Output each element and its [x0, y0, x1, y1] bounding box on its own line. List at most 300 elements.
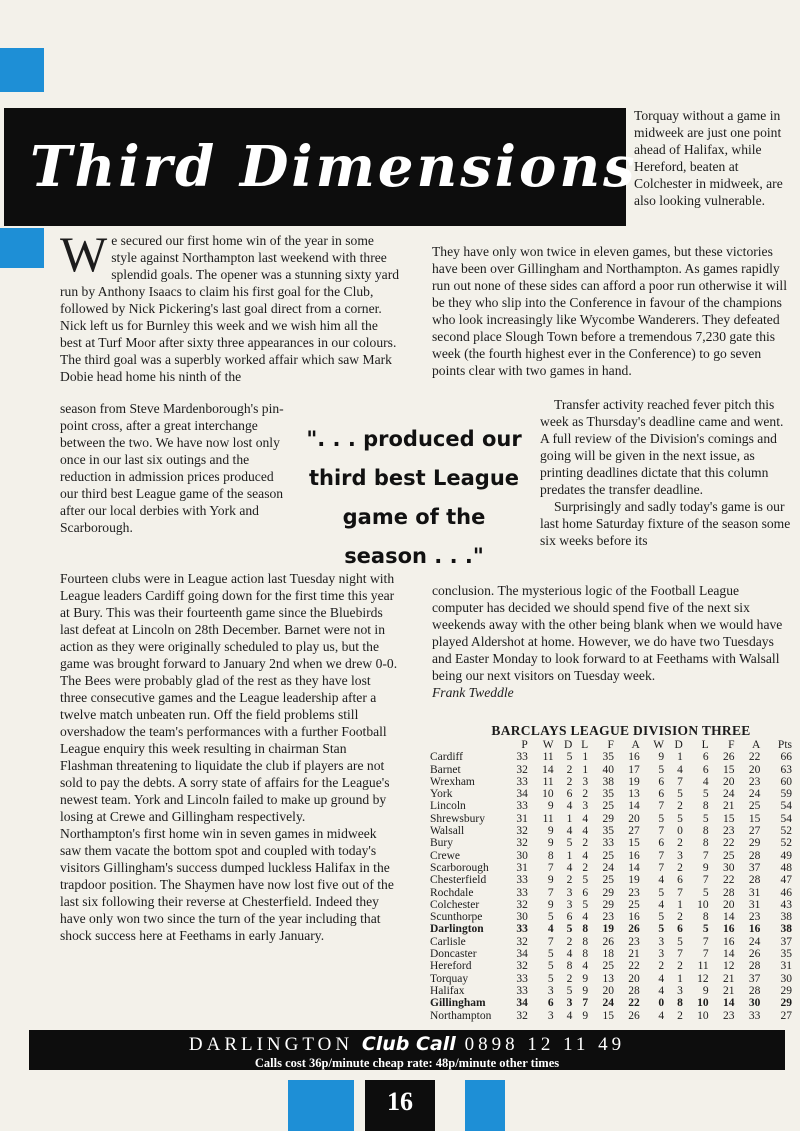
- stat-cell: 13: [602, 972, 614, 985]
- stat-cell: 32: [516, 935, 528, 948]
- stat-cell: 27: [748, 825, 761, 838]
- stat-cell: 4: [658, 874, 665, 887]
- article-right-top-column: [634, 107, 794, 209]
- stat-cell: 16: [628, 911, 640, 924]
- stat-cell: 8: [547, 849, 554, 862]
- stat-cell: 7: [658, 849, 665, 862]
- table-row: [430, 960, 792, 972]
- column-header: D: [674, 739, 683, 751]
- table-row: [430, 997, 792, 1009]
- stat-cell: 9: [702, 861, 709, 874]
- stat-cell: 4: [582, 825, 589, 838]
- stat-cell: 8: [702, 837, 709, 850]
- stat-cell: 8: [566, 960, 573, 973]
- stat-cell: 26: [722, 751, 735, 764]
- stat-cell: 23: [748, 775, 761, 788]
- article-left-column-top: [60, 226, 400, 385]
- stat-cell: 2: [582, 861, 589, 874]
- stat-cell: 2: [677, 837, 683, 850]
- column-header: L: [701, 739, 709, 751]
- stat-cell: 28: [748, 960, 761, 973]
- stat-cell: 49: [780, 849, 792, 862]
- stat-cell: 2: [582, 788, 589, 801]
- stat-cell: 9: [547, 874, 554, 887]
- table-row: [430, 764, 792, 776]
- stat-cell: 5: [677, 788, 683, 801]
- stat-cell: 5: [677, 935, 683, 948]
- stat-cell: 31: [516, 812, 528, 825]
- stat-cell: 14: [722, 948, 735, 961]
- stat-cell: 7: [547, 861, 554, 874]
- league-table-title: BARCLAYS LEAGUE DIVISION THREE: [491, 723, 751, 738]
- table-row: [430, 788, 792, 800]
- stat-cell: 1: [677, 972, 683, 985]
- club-call-brand: DARLINGTON: [188, 1034, 354, 1055]
- stat-cell: 21: [722, 800, 735, 813]
- stat-cell: 20: [602, 984, 614, 997]
- stat-cell: 31: [748, 886, 761, 899]
- stat-cell: 11: [542, 812, 554, 825]
- column-header: D: [564, 739, 573, 751]
- stat-cell: 10: [697, 997, 709, 1010]
- stat-cell: 14: [542, 763, 554, 776]
- stat-cell: 52: [780, 837, 792, 850]
- team-name: Chesterfield: [430, 874, 487, 887]
- team-column-header: [430, 739, 502, 751]
- stat-cell: 3: [677, 984, 683, 997]
- stat-cell: 18: [602, 948, 614, 961]
- stat-cell: 5: [658, 763, 665, 776]
- stat-cell: 25: [722, 849, 735, 862]
- stat-cell: 22: [722, 874, 735, 887]
- stat-cell: 6: [582, 886, 589, 899]
- stat-cell: 6: [702, 751, 709, 764]
- stat-cell: 4: [582, 812, 589, 825]
- stat-cell: 32: [516, 960, 528, 973]
- stat-cell: 14: [628, 861, 640, 874]
- article-left-column-narrow: [60, 400, 295, 536]
- stat-cell: 35: [602, 788, 614, 801]
- stat-cell: 20: [722, 898, 735, 911]
- stat-cell: 6: [702, 763, 709, 776]
- paragraph-northampton: Northampton's first home win in seven games in midweek saw them vacate the bottom spot and coupled with today's visitors Gillingham's success dumped luckless Halifax in the trapdoor position. The Shaymen have now lost five out of the last six following their reverse at Chesterfield. Indeed they have only won two since the turn of the year including that shock success here at Feethams in early January.: [60, 826, 394, 943]
- table-row: [430, 985, 792, 997]
- stat-cell: 3: [658, 935, 665, 948]
- stat-cell: 15: [722, 763, 735, 776]
- stat-cell: 1: [566, 849, 573, 862]
- stat-cell: 43: [780, 898, 792, 911]
- table-row: [430, 751, 792, 763]
- stat-cell: 4: [566, 825, 573, 838]
- stat-cell: 22: [748, 751, 761, 764]
- stat-cell: 29: [602, 898, 614, 911]
- stat-cell: 9: [582, 984, 589, 997]
- stat-cell: 26: [748, 948, 761, 961]
- stat-cell: 20: [628, 972, 640, 985]
- paragraph-last-home-game: Surprisingly and sadly today's game is our last home Saturday fixture of the season some six weeks before its: [540, 499, 791, 548]
- stat-cell: 15: [748, 812, 761, 825]
- club-call-line: [29, 1033, 785, 1056]
- stat-cell: 2: [566, 972, 573, 985]
- article-right-column-bottom: [432, 582, 792, 701]
- stat-cell: 17: [628, 763, 640, 776]
- stat-cell: 0: [658, 997, 665, 1010]
- club-call-phone: 0898 12 11 49: [464, 1034, 626, 1055]
- stat-cell: 3: [566, 886, 573, 899]
- stat-cell: 1: [582, 763, 589, 776]
- stat-cell: 60: [780, 775, 792, 788]
- table-row: [430, 813, 792, 825]
- stat-cell: 11: [542, 751, 554, 764]
- stat-cell: 33: [602, 837, 614, 850]
- stat-cell: 66: [780, 751, 792, 764]
- page-number: 16: [365, 1080, 435, 1131]
- stat-cell: 23: [722, 825, 735, 838]
- stat-cell: 33: [516, 984, 528, 997]
- stat-cell: 5: [702, 923, 709, 936]
- article-left-column-bottom: [60, 570, 400, 944]
- team-name: Carlisle: [430, 935, 466, 948]
- table-row: [430, 850, 792, 862]
- stat-cell: 6: [658, 837, 665, 850]
- stat-cell: 7: [677, 775, 683, 788]
- stat-cell: 24: [602, 861, 614, 874]
- stat-cell: 30: [516, 849, 528, 862]
- stat-cell: 25: [628, 898, 640, 911]
- stat-cell: 14: [628, 800, 640, 813]
- stat-cell: 29: [780, 984, 792, 997]
- stat-cell: 1: [566, 812, 573, 825]
- column-header: P: [521, 739, 528, 751]
- stat-cell: 37: [748, 861, 761, 874]
- team-name: Scunthorpe: [430, 911, 483, 924]
- page-number-block-left: [288, 1080, 354, 1131]
- stat-cell: 23: [628, 886, 640, 899]
- team-name: Northampton: [430, 1009, 492, 1022]
- stat-cell: 16: [628, 751, 640, 764]
- stat-cell: 8: [582, 948, 589, 961]
- stat-cell: 5: [702, 812, 709, 825]
- stat-cell: 9: [702, 984, 709, 997]
- stat-cell: 2: [566, 935, 573, 948]
- stat-cell: 6: [566, 788, 573, 801]
- stat-cell: 28: [748, 874, 761, 887]
- blue-corner-tab-bottom: [0, 228, 44, 268]
- stat-cell: 5: [658, 886, 665, 899]
- team-name: Rochdale: [430, 886, 474, 899]
- stat-cell: 2: [677, 800, 683, 813]
- paragraph-fourteen-clubs: Fourteen clubs were in League action last Tuesday night with League leaders Cardiff going down for the first time this year at Bury. This was their fourteenth game since the Bluebirds last defeat at Lincoln on 28th December. Barnet were not in action as they were originally scheduled to play us, but the game was brought forward to January 2nd when we drew 0-0. The Bees were probably glad of the rest as they have lost three consecutive games and the League leadership after a twelve match unbeaten run. Off the field problems still overshadow the team's performances with a further Football League enquiry this week resulting in chairman Stan Flashman threatening to liquidate the club if players are not sold to pay the debts. A sorry state of affairs for the League's newest team. York and Lincoln failed to make up ground by losing at Crewe and Gillingham respectively.: [60, 571, 398, 824]
- team-name: Crewe: [430, 849, 461, 862]
- table-row: [430, 923, 792, 935]
- stat-cell: 23: [602, 911, 614, 924]
- stat-cell: 4: [547, 923, 554, 936]
- stat-cell: 54: [780, 800, 792, 813]
- table-row: [430, 800, 792, 812]
- stat-cell: 35: [602, 751, 614, 764]
- stat-cell: 32: [516, 898, 528, 911]
- stat-cell: 34: [516, 948, 528, 961]
- stat-cell: 31: [516, 861, 528, 874]
- stat-cell: 23: [628, 935, 640, 948]
- stat-cell: 8: [677, 997, 683, 1010]
- stat-cell: 21: [722, 972, 735, 985]
- stat-cell: 32: [516, 763, 528, 776]
- stat-cell: 3: [566, 997, 573, 1010]
- stat-cell: 33: [516, 751, 528, 764]
- stat-cell: 15: [602, 1009, 614, 1022]
- stat-cell: 21: [722, 984, 735, 997]
- stat-cell: 4: [566, 948, 573, 961]
- team-name: Barnet: [430, 763, 461, 776]
- team-name: Scarborough: [430, 861, 489, 874]
- stat-cell: 4: [582, 849, 589, 862]
- pull-quote: ". . . produced our third best League game of the season . . .": [306, 427, 522, 568]
- stat-cell: 9: [547, 898, 554, 911]
- stat-cell: 9: [582, 1009, 589, 1022]
- stat-cell: 8: [582, 935, 589, 948]
- stat-cell: 25: [602, 849, 614, 862]
- stat-cell: 26: [628, 1009, 640, 1022]
- table-row: [430, 887, 792, 899]
- stat-cell: 33: [516, 874, 528, 887]
- stat-cell: 22: [628, 960, 640, 973]
- team-name: Torquay: [430, 972, 469, 985]
- team-name: Hereford: [430, 960, 472, 973]
- stat-cell: 7: [702, 948, 709, 961]
- stat-cell: 4: [677, 763, 683, 776]
- paragraph-torquay: Torquay without a game in midweek are just one point ahead of Halifax, while Hereford, beaten at Colchester in midweek, are also looking vulnerable.: [634, 108, 783, 208]
- stat-cell: 22: [628, 997, 640, 1010]
- stat-cell: 47: [780, 874, 792, 887]
- team-name: Darlington: [430, 923, 484, 936]
- stat-cell: 2: [677, 960, 683, 973]
- stat-cell: 46: [780, 886, 792, 899]
- column-header: A: [631, 739, 640, 751]
- stat-cell: 5: [547, 960, 554, 973]
- stat-cell: 3: [547, 984, 554, 997]
- stat-cell: 5: [582, 898, 589, 911]
- stat-cell: 14: [722, 911, 735, 924]
- stat-cell: 9: [547, 825, 554, 838]
- paragraph-conference: They have only won twice in eleven games, but these victories have been over Gillingham and Northampton. As games rapidly run out none of these sides can afford a poor run otherwise it will be they who slip into the Conference in favour of the champions who look increasingly like Wycombe Wanderers. They defeated second place Slough Town before a tremendous 7,230 gate this week (the fourth highest ever in the Conference) to go seven points clear with two games in hand.: [432, 244, 787, 378]
- stat-cell: 26: [602, 935, 614, 948]
- team-name: Gillingham: [430, 997, 486, 1010]
- club-call-banner: [29, 1030, 785, 1070]
- stat-cell: 4: [582, 960, 589, 973]
- stat-cell: 24: [722, 788, 735, 801]
- stat-cell: 6: [566, 911, 573, 924]
- stat-cell: 3: [677, 849, 683, 862]
- stat-cell: 12: [722, 960, 735, 973]
- team-name: York: [430, 788, 453, 801]
- stat-cell: 59: [780, 788, 792, 801]
- stat-cell: 37: [748, 972, 761, 985]
- stat-cell: 30: [748, 997, 761, 1010]
- stat-cell: 20: [748, 763, 761, 776]
- column-header: F: [607, 739, 614, 751]
- stat-cell: 4: [566, 1009, 573, 1022]
- table-header-row: [430, 739, 792, 751]
- column-header: W: [542, 739, 554, 751]
- stat-cell: 7: [547, 935, 554, 948]
- paragraph-opening-continued: season from Steve Mardenborough's pin-point cross, after a great interchange between the two. We have now lost only once in our last six outings and the reduction in admission prices produced our third best League game of the season after our local derbies with York and Scarborough.: [60, 401, 284, 535]
- article-right-column-top: [432, 243, 792, 379]
- stat-cell: 5: [658, 812, 665, 825]
- stat-cell: 5: [566, 837, 573, 850]
- stat-cell: 52: [780, 825, 792, 838]
- stat-cell: 2: [566, 874, 573, 887]
- stat-cell: 38: [780, 911, 792, 924]
- stat-cell: 3: [582, 775, 589, 788]
- stat-cell: 20: [722, 775, 735, 788]
- stat-cell: 16: [748, 923, 761, 936]
- standings-body: [430, 751, 792, 1022]
- stat-cell: 35: [602, 825, 614, 838]
- stat-cell: 9: [547, 837, 554, 850]
- stat-cell: 34: [516, 997, 528, 1010]
- table-row: [430, 776, 792, 788]
- stat-cell: 24: [748, 935, 761, 948]
- page-number-block-right: [465, 1080, 505, 1131]
- stat-cell: 30: [722, 861, 735, 874]
- stat-cell: 32: [516, 1009, 528, 1022]
- paragraph-fixtures: conclusion. The mysterious logic of the Football League computer has decided we should spend five of the next six weekends away with the other being blank when we would have played Aldershot at home. However, we do have two Tuesdays and Easter Monday to look forward to at Feethams with Walsall being our next visitors on Tuesday week.: [432, 583, 783, 683]
- stat-cell: 28: [722, 886, 735, 899]
- stat-cell: 33: [516, 886, 528, 899]
- stat-cell: 54: [780, 812, 792, 825]
- column-header: W: [653, 739, 665, 751]
- stat-cell: 4: [658, 972, 665, 985]
- stat-cell: 16: [722, 935, 735, 948]
- table-row: [430, 825, 792, 837]
- page-title: Third Dimensions: [30, 134, 638, 200]
- stat-cell: 4: [566, 800, 573, 813]
- table-row: [430, 948, 792, 960]
- stat-cell: 33: [748, 1009, 761, 1022]
- stat-cell: 5: [702, 788, 709, 801]
- stat-cell: 4: [658, 984, 665, 997]
- stat-cell: 31: [780, 960, 792, 973]
- table-row: [430, 899, 792, 911]
- stat-cell: 48: [780, 861, 792, 874]
- stat-cell: 7: [658, 825, 665, 838]
- stat-cell: 7: [677, 886, 683, 899]
- stat-cell: 5: [566, 751, 573, 764]
- stat-cell: 3: [547, 1009, 554, 1022]
- stat-cell: 3: [658, 948, 665, 961]
- stat-cell: 63: [780, 763, 792, 776]
- blue-corner-tab-top: [0, 48, 44, 92]
- stat-cell: 7: [658, 800, 665, 813]
- stat-cell: 6: [677, 923, 683, 936]
- stat-cell: 4: [566, 861, 573, 874]
- stat-cell: 7: [658, 861, 665, 874]
- stat-cell: 25: [602, 800, 614, 813]
- stat-cell: 25: [602, 960, 614, 973]
- stat-cell: 24: [748, 788, 761, 801]
- team-name: Walsall: [430, 825, 465, 838]
- table-row: [430, 1010, 792, 1022]
- stat-cell: 25: [748, 800, 761, 813]
- paragraph-opening: e secured our first home win of the year in some style against Northampton last weekend with three splendid goals. The opener was a stunning sixty yard run by Anthony Isaacs to claim his first goal for the Club, followed by Nick Pickering's last goal direct from a corner. Nick left us for Burnley this week and we wish him all the best at Turf Moor after sixty three appearances in our colours. The third goal was a superbly worked affair which saw Mark Dobie head home his ninth of the: [60, 233, 400, 384]
- stat-cell: 2: [566, 763, 573, 776]
- stat-cell: 37: [780, 935, 792, 948]
- stat-cell: 5: [658, 911, 665, 924]
- table-row: [430, 911, 792, 923]
- stat-cell: 6: [658, 775, 665, 788]
- column-header: F: [728, 739, 735, 751]
- standings-table: [430, 739, 792, 1022]
- stat-cell: 7: [702, 874, 709, 887]
- stat-cell: 4: [658, 898, 665, 911]
- stat-cell: 19: [602, 923, 614, 936]
- league-table: [430, 723, 792, 1022]
- stat-cell: 5: [566, 923, 573, 936]
- stat-cell: 21: [628, 948, 640, 961]
- stat-cell: 5: [582, 874, 589, 887]
- stat-cell: 7: [702, 935, 709, 948]
- drop-cap: W: [60, 226, 108, 282]
- stat-cell: 19: [628, 775, 640, 788]
- team-name: Shrewsbury: [430, 812, 485, 825]
- stat-cell: 6: [547, 997, 554, 1010]
- table-row: [430, 862, 792, 874]
- stat-cell: 20: [628, 812, 640, 825]
- stat-cell: 29: [748, 837, 761, 850]
- stat-cell: 23: [748, 911, 761, 924]
- stat-cell: 32: [516, 825, 528, 838]
- stat-cell: 5: [702, 886, 709, 899]
- stat-cell: 5: [658, 923, 665, 936]
- table-row: [430, 973, 792, 985]
- stat-cell: 5: [677, 812, 683, 825]
- author-byline: Frank Tweddle: [432, 685, 514, 700]
- stat-cell: 38: [602, 775, 614, 788]
- team-name: Cardiff: [430, 751, 464, 764]
- stat-cell: 23: [722, 1009, 735, 1022]
- stat-cell: 33: [516, 775, 528, 788]
- stat-cell: 28: [628, 984, 640, 997]
- table-row: [430, 837, 792, 849]
- table-row: [430, 874, 792, 886]
- stat-cell: 8: [702, 800, 709, 813]
- stat-cell: 1: [582, 751, 589, 764]
- stat-cell: 7: [547, 886, 554, 899]
- stat-cell: 11: [697, 960, 709, 973]
- stat-cell: 14: [722, 997, 735, 1010]
- stat-cell: 2: [566, 775, 573, 788]
- stat-cell: 29: [780, 997, 792, 1010]
- stat-cell: 28: [748, 984, 761, 997]
- club-call-service: Club Call: [361, 1033, 456, 1055]
- stat-cell: 9: [582, 972, 589, 985]
- stat-cell: 1: [677, 898, 683, 911]
- stat-cell: 40: [602, 763, 614, 776]
- stat-cell: 3: [582, 800, 589, 813]
- stat-cell: 8: [702, 911, 709, 924]
- stat-cell: 32: [516, 837, 528, 850]
- team-name: Wrexham: [430, 775, 475, 788]
- stat-cell: 33: [516, 972, 528, 985]
- stat-cell: 19: [628, 874, 640, 887]
- stat-cell: 0: [677, 825, 683, 838]
- stat-cell: 4: [658, 1009, 665, 1022]
- stat-cell: 4: [702, 775, 709, 788]
- team-name: Colchester: [430, 898, 480, 911]
- paragraph-transfers: Transfer activity reached fever pitch this week as Thursday's deadline came and went. A full review of the Division's comings and going will be given in the next issue, as printing deadlines dictate that this column predates the transfer deadline.: [540, 397, 784, 497]
- stat-cell: 7: [677, 948, 683, 961]
